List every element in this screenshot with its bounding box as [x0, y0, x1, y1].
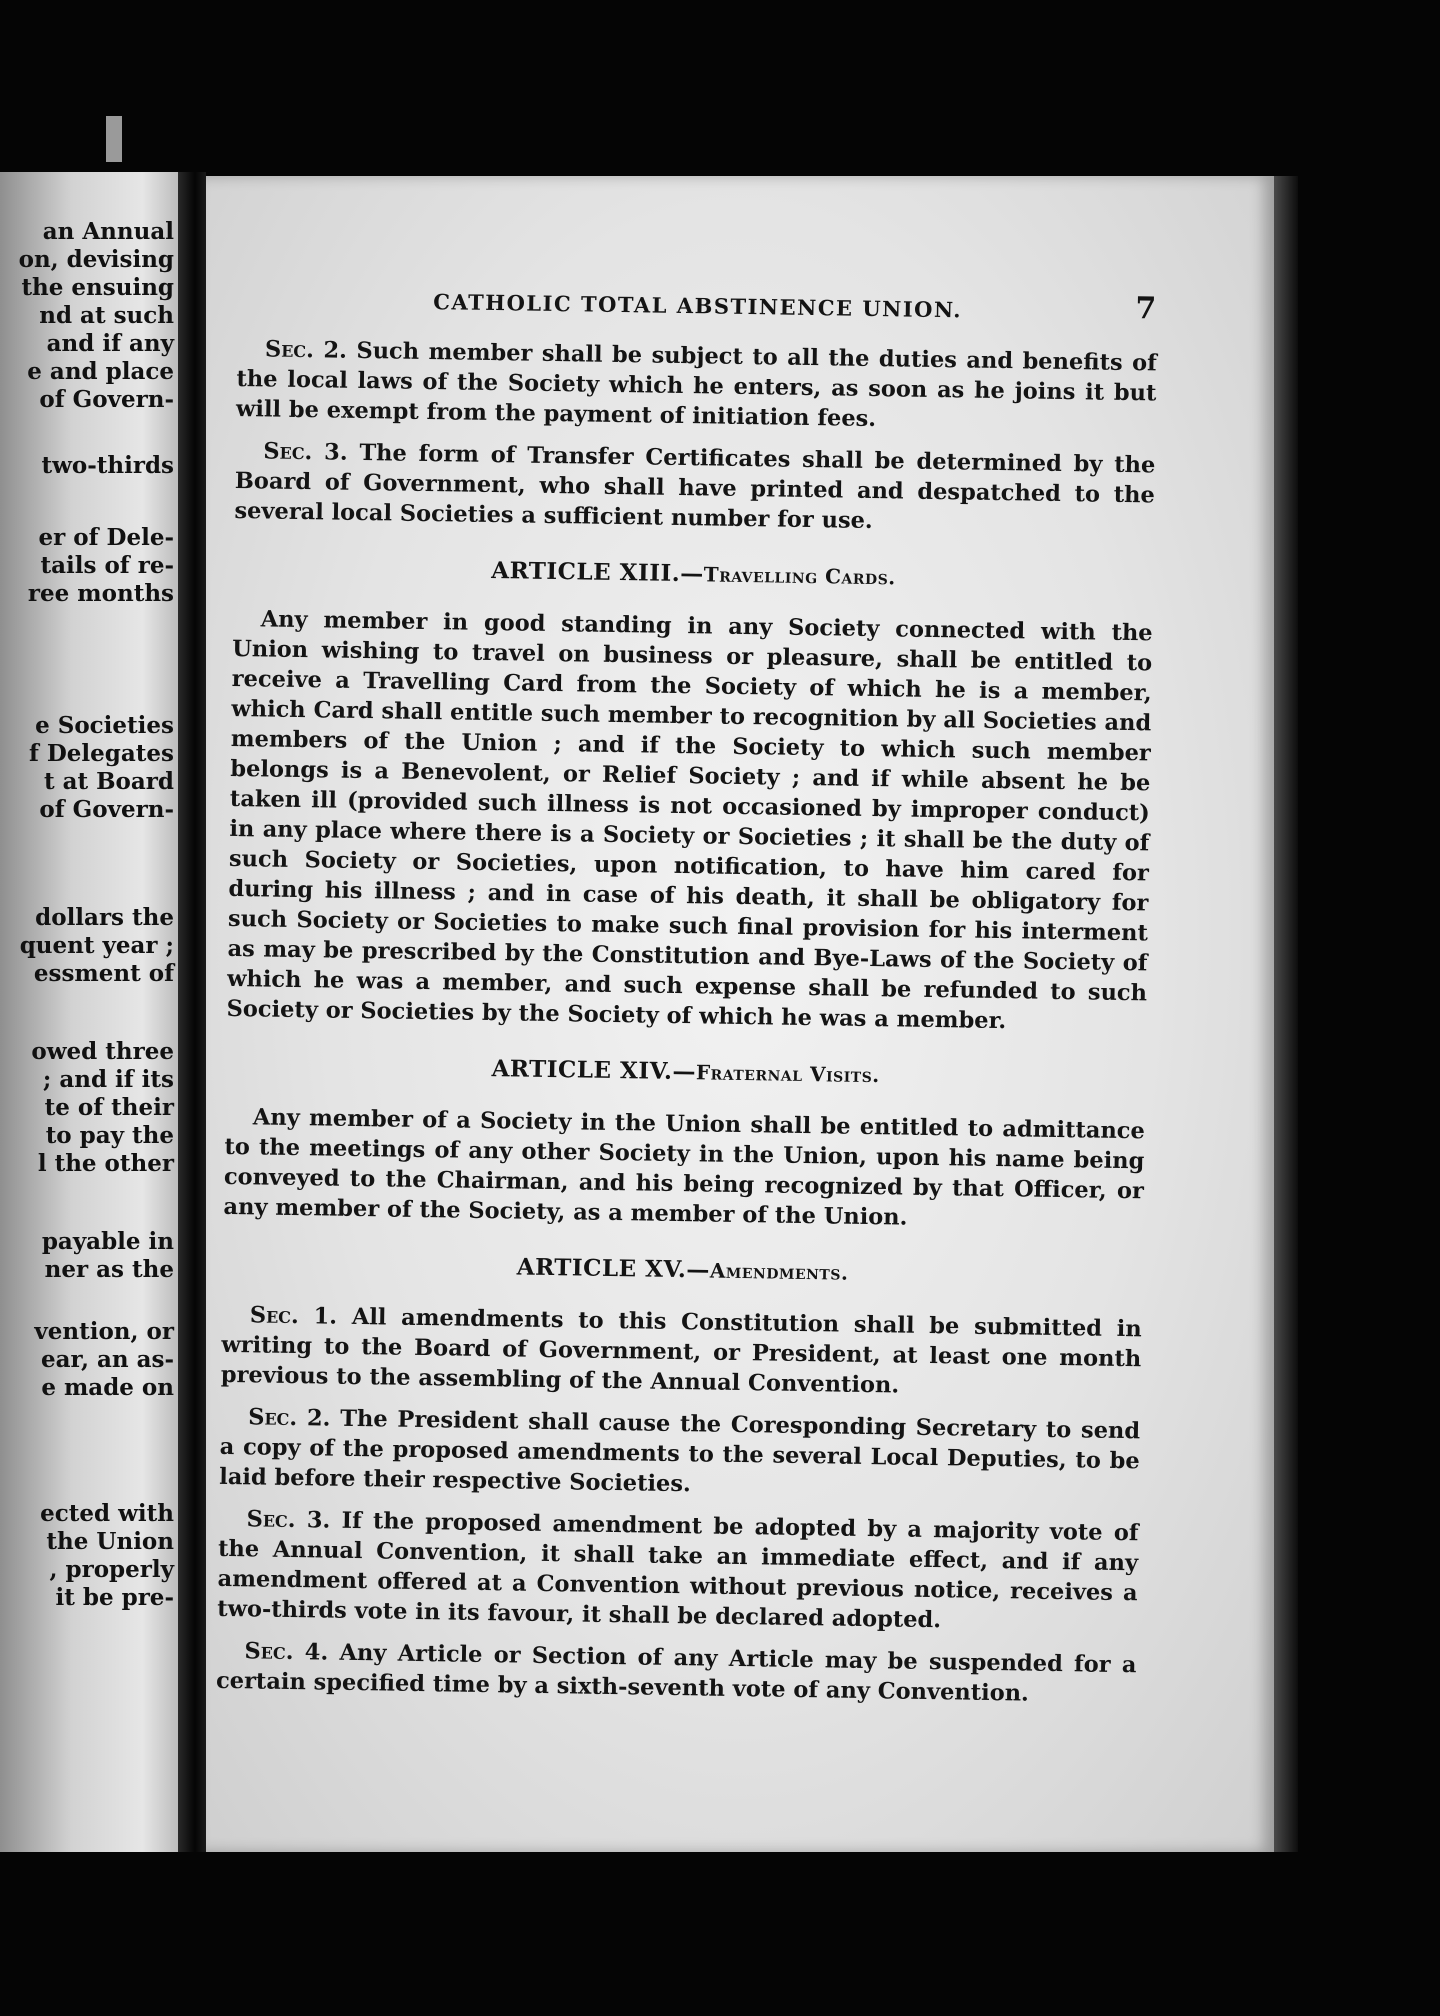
- previous-page-line: tails of re-: [40, 552, 174, 579]
- previous-page-line: te of their: [44, 1094, 174, 1121]
- page-content: [216, 284, 1158, 1722]
- previous-page-line: of Govern-: [39, 386, 174, 413]
- article-title: Travelling Cards.: [703, 562, 896, 590]
- article-heading: [233, 552, 1153, 596]
- previous-page-line: quent year ;: [19, 932, 174, 959]
- article-title: Fraternal Visits.: [695, 1060, 880, 1088]
- section-text: If the proposed amendment be adopted by a majority vote of the Annual Convention, it shall take an immediate effect, and if any amendment offered at a Convention without previous notice, receives a two-thirds vote in its favour, it shall be declared adopted.: [216, 1507, 1139, 1634]
- running-head: [237, 284, 1158, 342]
- previous-page-line: essment of: [33, 960, 174, 987]
- page-number: 7: [1135, 291, 1158, 327]
- previous-page-line: ; and if its: [42, 1066, 174, 1093]
- previous-page-line: it be pre-: [55, 1584, 174, 1611]
- page-tab-mark: [106, 116, 122, 162]
- previous-page-line: dollars the: [35, 904, 174, 931]
- previous-page-line: t at Board: [43, 768, 174, 795]
- section-label: Sec. 4.: [244, 1638, 329, 1666]
- previous-page-line: er of Dele-: [38, 524, 174, 551]
- article-number: ARTICLE XV.—: [516, 1253, 711, 1284]
- previous-page-line: ected with: [40, 1500, 174, 1527]
- section-label: Sec. 3.: [246, 1506, 331, 1534]
- previous-page-line: an Annual: [42, 218, 174, 245]
- previous-page-line: to pay the: [45, 1122, 174, 1149]
- article-number: ARTICLE XIV.—: [491, 1055, 697, 1086]
- section-text: Such member shall be subject to all the duties and benefits of the local laws of the Society which he enters, as soon as he joins it but will be exempt from the payment of initiation fees.: [235, 337, 1158, 433]
- section-label: Sec. 3.: [263, 438, 348, 466]
- section-label: Sec. 2.: [247, 1404, 331, 1432]
- previous-page-line: and if any: [46, 330, 174, 357]
- previous-page-line: l the other: [37, 1150, 174, 1177]
- section-paragraph: [216, 1636, 1137, 1710]
- previous-page-line: , properly: [49, 1556, 174, 1583]
- section-text: The President shall cause the Coresponding Secretary to send a copy of the proposed amendments to the several Local Deputies, to be laid before their respective Societies.: [219, 1405, 1141, 1498]
- running-head-title: CATHOLIC TOTAL ABSTINENCE UNION.: [433, 289, 963, 323]
- section-paragraph: [217, 1504, 1139, 1638]
- section-paragraph: [234, 436, 1155, 540]
- previous-page-line: on, devising: [18, 246, 174, 273]
- previous-page-line: vention, or: [34, 1318, 174, 1345]
- previous-page-line: nd at such: [39, 302, 174, 329]
- previous-page-line: owed three: [31, 1038, 174, 1065]
- previous-page-line: two-thirds: [41, 452, 174, 479]
- previous-page-line: the ensuing: [21, 274, 174, 301]
- article-title: Amendments.: [709, 1258, 849, 1285]
- previous-page-line: ear, an as-: [40, 1346, 174, 1373]
- previous-page-line: e Societies: [35, 712, 174, 739]
- article-heading: [222, 1248, 1142, 1292]
- section-label: Sec. 2.: [264, 336, 348, 364]
- previous-page-line: the Union: [46, 1528, 174, 1555]
- previous-page-line: f Delegates: [28, 740, 174, 767]
- document-page: [206, 176, 1274, 1852]
- section-paragraph: [219, 1402, 1140, 1506]
- previous-page-line: e and place: [27, 358, 174, 385]
- section-text: All amendments to this Constitution shall be submitted in writing to the Board of Government, or President, at least one month previous to the assembling of the Annual Convention.: [220, 1303, 1142, 1399]
- section-text: The form of Transfer Certificates shall be determined by the Board of Government, who shall have printed and despatched to the several local Societies a sufficient number for use.: [234, 439, 1156, 534]
- section-text: Any Article or Section of any Article may be suspended for a certain specified time by a sixth-seventh vote of any Convention.: [215, 1639, 1137, 1707]
- page-body: [216, 334, 1157, 1710]
- page-edge-shadow: [1274, 176, 1298, 1852]
- section-paragraph: [223, 1102, 1145, 1236]
- previous-page-line: ree months: [27, 580, 174, 607]
- previous-page-strip: [0, 172, 178, 1852]
- section-label: Sec. 1.: [249, 1302, 338, 1330]
- previous-page-line: payable in: [41, 1228, 174, 1255]
- article-heading: [225, 1050, 1145, 1094]
- previous-page-line: ner as the: [44, 1256, 174, 1283]
- section-paragraph: [221, 1300, 1142, 1404]
- section-paragraph: [236, 334, 1157, 438]
- book-gutter: [178, 172, 206, 1852]
- section-paragraph: [226, 604, 1152, 1038]
- section-text: Any member in good standing in any Society connected with the Union wishing to travel on business or pleasure, shall be entitled to receive a Travelling Card from the Society of which he is a member, which Card shall entitle such member to recognition by all Societies and members of the Union ; and if the Society to which such member belongs is a Benevolent, or Relief Society ; and if while absent he be taken ill (provided such illness is not occasioned by improper conduct) in any place where there is a Society or Societies ; it shall be the duty of such Society or Societies, upon notification, to have him cared for during his illness ; and in case of his death, it shall be obligatory for such Society or Societies to make such final provision for his interment as may be prescribed by the Constitution and Bye-Laws of the Society of which he was a member, and such expense shall be refunded to such Society or Societies by the Society of which he was a member.: [226, 606, 1153, 1035]
- article-number: ARTICLE XIII.—: [491, 557, 705, 588]
- previous-page-line: e made on: [41, 1374, 174, 1401]
- section-text: Any member of a Society in the Union shall be entitled to admittance to the meetings of any other Society in the Union, upon his name being conveyed to the Chairman, and his being recognized by that Officer, or any member of the Society, as a member of the Union.: [223, 1104, 1146, 1231]
- previous-page-line: of Govern-: [39, 796, 174, 823]
